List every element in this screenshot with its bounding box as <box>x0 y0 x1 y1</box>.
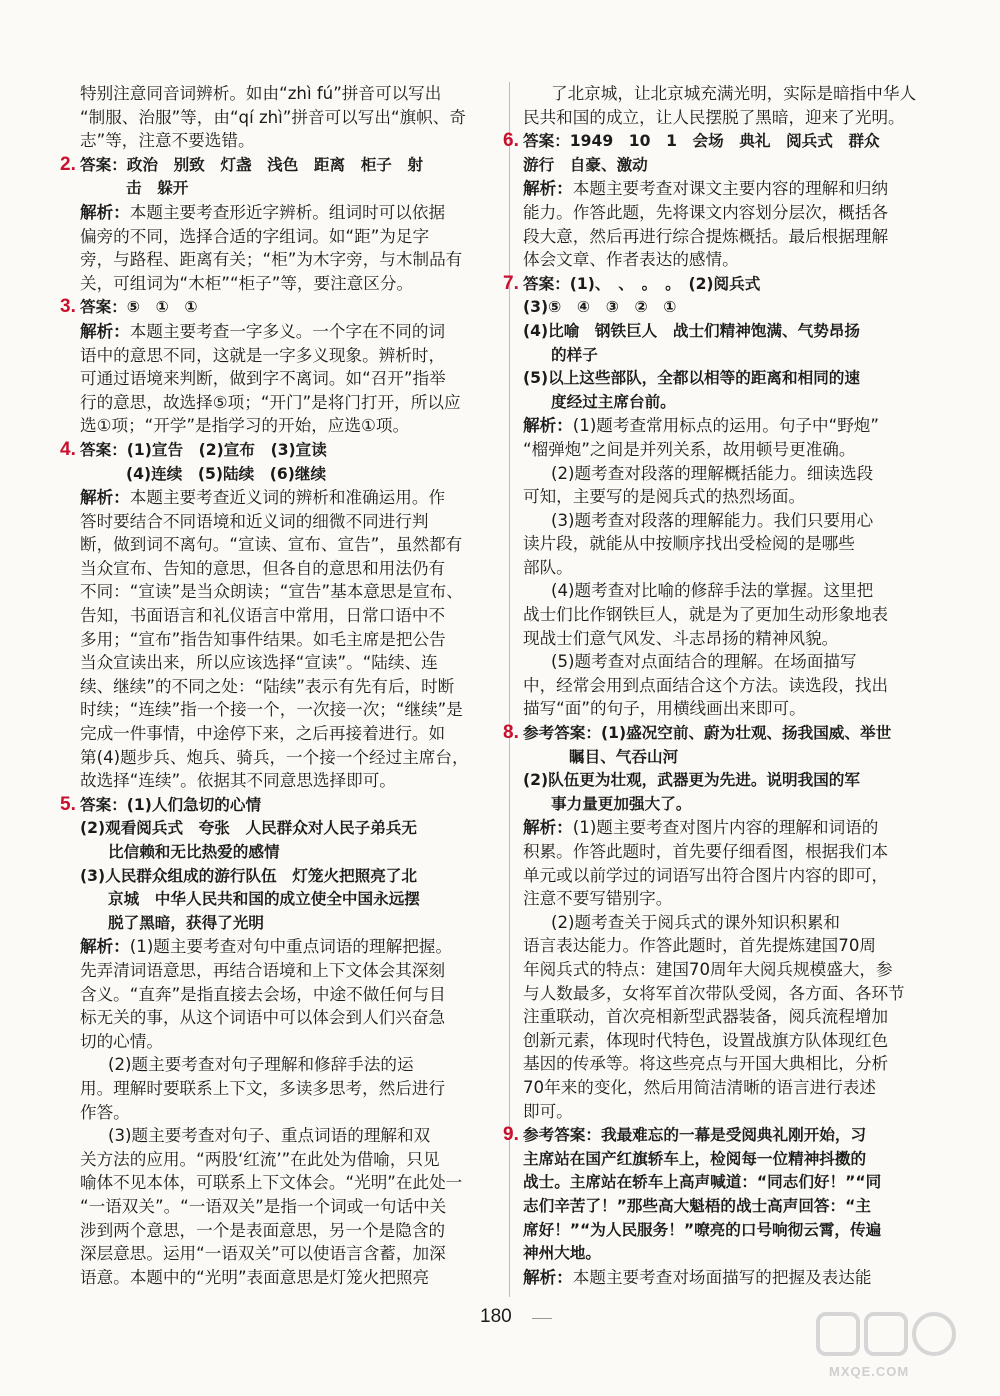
analysis-line: 旁，与路程、距离有关；“柜”为木字旁，与木制品有 <box>80 250 463 270</box>
analysis-line: 现战士们意气风发、斗志昂扬的精神风貌。 <box>523 628 839 648</box>
analysis-line: 可知，主要写的是阅兵式的热烈场面。 <box>523 487 806 507</box>
analysis-line: 解析：本题主要考查一字多义。一个字在不同的词 <box>80 321 446 341</box>
analysis-line: 喻体不见本体，可联系上下文体会。“光明”在此处一 <box>80 1173 463 1193</box>
label-tag: 解析： <box>80 488 130 508</box>
answer-line: 志们辛苦了！”那些高大魁梧的战士高声回答：“主 <box>523 1196 871 1215</box>
analysis-line: 解析：(1)题主要考查对句中重点词语的理解把握。 <box>80 937 452 957</box>
answer-line: 游行 自豪、激动 <box>523 155 648 174</box>
answer-line: 参考答案：我最难忘的一幕是受阅典礼刚开始，习 <box>523 1126 867 1145</box>
question-4 <box>60 438 496 793</box>
analysis-line: (3)题主要考查对句子、重点词语的理解和双 <box>108 1126 431 1146</box>
analysis-line: 战士们比作钢铁巨人，就是为了更加生动形象地表 <box>523 605 889 625</box>
analysis-line: 能力。作答此题，先将课文内容划分层次，概括各 <box>523 202 889 222</box>
analysis-line: 续、继续”的不同之处：“陆续”表示有先有后，时断 <box>80 676 455 696</box>
analysis-line: 关方法的应用。“两股‘红流’”在此处为借喻，只见 <box>80 1149 440 1169</box>
analysis-line: 解析：本题主要考查对课文主要内容的理解和归纳 <box>523 179 889 199</box>
question-number: 5. <box>60 793 76 815</box>
analysis-line: 单元或以前学过的词语写出符合图片内容的即可， <box>523 865 889 885</box>
answer-line: (2)队伍更为壮观，武器更为先进。说明我国的军 <box>523 771 860 790</box>
analysis-line: 语中的意思不同，这就是一字多义现象。辨析时， <box>80 345 446 365</box>
label-tag: 解析： <box>80 937 130 957</box>
analysis-line: 作答。 <box>80 1102 130 1122</box>
analysis-line: 答时要结合不同语境和近义词的细微不同进行判 <box>80 511 429 531</box>
analysis-line: 部队。 <box>523 557 573 577</box>
analysis-line: (3)题考查对段落的理解能力。我们只要用心 <box>551 510 874 530</box>
analysis-line: 解析：本题主要考查对场面描写的把握及表达能 <box>523 1267 872 1287</box>
analysis-line: “榴弹炮”之间是并列关系，故用顿号更准确。 <box>523 439 856 459</box>
analysis-line: 故选择“连续”。依据其不同意思选择即可。 <box>80 771 396 791</box>
answer-line: 京城 中华人民共和国的成立使全中国永远摆 <box>108 890 420 909</box>
analysis-line: (2)题考查对段落的理解概括能力。细读选段 <box>551 463 874 483</box>
answer-line: 答案：(1)人们急切的心情 <box>80 795 262 814</box>
label-tag: 解析： <box>523 416 573 436</box>
label-tag: 答案： <box>80 298 127 317</box>
analysis-line: 段大意，然后再进行综合提炼概括。最后根据理解 <box>523 226 889 246</box>
analysis-line: 切的心情。 <box>80 1031 163 1051</box>
question-number: 3. <box>60 296 76 318</box>
answer-line: 答案：(1)宣告 (2)宣布 (3)宣读 <box>80 440 327 459</box>
answer-line: (3)⑤ ④ ③ ② ① <box>523 298 677 317</box>
question-number: 8. <box>503 722 519 744</box>
analysis-line: 第(4)题步兵、炮兵、骑兵，一个接一个经过主席台， <box>80 747 469 767</box>
label-tag: 答案： <box>523 132 570 151</box>
question-2 <box>60 153 496 296</box>
answer-line: 参考答案：(1)盛况空前、蔚为壮观、扬我国威、举世 <box>523 724 892 743</box>
page-number-rule <box>532 1318 552 1319</box>
answer-line: 脱了黑暗，获得了光明 <box>108 913 264 932</box>
analysis-line: 可通过语境来判断，做到字不离词。如“召开”指举 <box>80 369 446 389</box>
analysis-line: 时续；“连续”指一个接一个，一次接一次；“继续”是 <box>80 700 463 720</box>
analysis-line: 多用；“宣布”指告知事件结果。如毛主席是把公告 <box>80 629 446 649</box>
label-tag: 答案： <box>523 274 570 293</box>
analysis-line: 不同：“宣读”是当众朗读；“宣告”基本意思是宣布、 <box>80 582 463 602</box>
answer-line: 答案：1949 10 1 会场 典礼 阅兵式 群众 <box>523 132 880 151</box>
label-tag: 答案： <box>80 795 127 814</box>
analysis-line: 偏旁的不同，选择合适的字组词。如“距”为足字 <box>80 226 430 246</box>
analysis-line: “一语双关”。“一语双关”是指一个词或一句话中关 <box>80 1196 447 1216</box>
question-3 <box>60 295 496 438</box>
answer-line: 主席站在国产红旗轿车上，检阅每一位精神抖擞的 <box>523 1149 867 1168</box>
watermark-text: MXQE.COM <box>829 1364 910 1379</box>
text-line: 了北京城，让北京城充满光明，实际是暗指中华人 <box>551 84 917 103</box>
answer-line: 比信赖和无比热爱的感情 <box>108 843 280 861</box>
question-number: 9. <box>503 1124 519 1146</box>
right-column <box>503 82 941 1289</box>
answer-line: 瞩目、气吞山河 <box>569 747 679 766</box>
column-divider <box>509 82 510 1297</box>
answer-line: (5)以上这些部队，全都以相等的距离和相同的速 <box>523 369 860 388</box>
analysis-line: 积累。作答此题时，首先要仔细看图，根据我们本 <box>523 842 889 861</box>
answer-line: (4)比喻 钢铁巨人 战士们精神饱满、气势昂扬 <box>523 321 860 340</box>
analysis-line: (2)题考查关于阅兵式的课外知识积累和 <box>551 912 841 932</box>
analysis-line: 创新元素，体现时代特色，设置战旗方队体现红色 <box>523 1030 889 1050</box>
analysis-line: 断，做到词不离句。“宣读、宣布、宣告”，虽然都有 <box>80 535 463 555</box>
text-line: 特别注意同音词辨析。如由“zhì fú”拼音可以写出 <box>80 84 442 103</box>
answer-line: 击 躲开 <box>126 179 189 198</box>
label-tag: 参考答案： <box>523 1126 601 1145</box>
analysis-line: 含义。“直奔”是指直接去会场，中途不做任何与目 <box>80 984 446 1004</box>
text-line: 志”等，注意不要选错。 <box>80 131 255 151</box>
analysis-line: 年阅兵式的特点：建国70周年大阅兵规模盛大，参 <box>523 959 893 979</box>
analysis-line: 体会文章、作者表达的感情。 <box>523 250 739 270</box>
analysis-line: 语言表达能力。作答此题时，首先提炼建国70周 <box>523 936 876 956</box>
analysis-line: 涉到两个意思，一个是表面意思，另一个是隐含的 <box>80 1220 446 1240</box>
analysis-line: 解析：(1)题考查常用标点的运用。句子中“野炮” <box>523 416 879 436</box>
question-number: 7. <box>503 272 519 294</box>
answer-line: 答案：政治 别致 灯盏 浅色 距离 柜子 射 <box>80 155 424 174</box>
analysis-line: 选①项；“开学”是指学习的开始，应选①项。 <box>80 416 410 436</box>
analysis-line: 描写“面”的句子，用横线画出来即可。 <box>523 699 806 719</box>
analysis-line: 与人数最多，女将军首次带队受阅，各方面、各环节 <box>523 983 905 1003</box>
label-tag: 解析： <box>80 202 130 222</box>
label-tag: 答案： <box>80 440 127 459</box>
analysis-line: 70年来的变化，然后用简洁清晰的语言进行表述 <box>523 1077 876 1097</box>
answer-line: 席好！”“为人民服务！”嘹亮的口号响彻云霄，传遍 <box>523 1220 882 1239</box>
answer-line: 事力量更加强大了。 <box>551 794 692 813</box>
label-tag: 参考答案： <box>523 724 601 743</box>
analysis-line: 告知，书面语言和礼仪语言中常用，日常口语中不 <box>80 606 446 626</box>
page-number: 180 <box>480 1306 512 1327</box>
analysis-line: 解析：本题主要考查近义词的辨析和准确运用。作 <box>80 488 446 508</box>
analysis-line: (5)题考查对点面结合的理解。在场面描写 <box>551 652 857 672</box>
answer-line: 度经过主席台前。 <box>551 392 676 411</box>
analysis-line: 完成一件事情，中途停下来，之后再接着进行。如 <box>80 724 446 744</box>
analysis-line: 标无关的事，从这个词语中可以体会到人们兴奋急 <box>80 1008 446 1028</box>
analysis-line: 注重联动，首次亮相新型武器装备，阅兵流程增加 <box>523 1007 889 1027</box>
text-line: “制服、治服”等，由“qí zhì”拼音可以写出“旗帜、奇 <box>80 107 466 127</box>
analysis-line: 当众宣布、告知的意思，但各自的意思和用法仍有 <box>80 558 446 578</box>
answer-line: 的样子 <box>551 345 598 364</box>
analysis-line: 语意。本题中的“光明”表面意思是灯笼火把照亮 <box>80 1267 430 1287</box>
question-9 <box>503 1123 941 1289</box>
analysis-line: 先弄清词语意思，再结合语境和上下文体会其深刻 <box>80 960 446 980</box>
label-tag: 解析： <box>523 179 573 199</box>
analysis-line: 用。理解时要联系上下文，多读多思考，然后进行 <box>80 1078 446 1098</box>
analysis-line: 解析：(1)题主要考查对图片内容的理解和词语的 <box>523 818 879 838</box>
analysis-line: (4)题考查对比喻的修辞手法的掌握。这里把 <box>551 581 874 601</box>
answer-line: (3)人民群众组成的游行队伍 灯笼火把照亮了北 <box>80 866 417 885</box>
label-tag: 答案： <box>80 155 127 174</box>
question-number: 6. <box>503 130 519 152</box>
answer-line: 答案：⑤ ① ① <box>80 298 198 317</box>
answer-line: 答案：(1)、 、 。 。 (2)阅兵式 <box>523 274 761 293</box>
answer-line: (2)观看阅兵式 夸张 人民群众对人民子弟兵无 <box>80 819 417 838</box>
analysis-line: 当众宣读出来，所以应该选择“宣读”。“陆续、连 <box>80 653 438 673</box>
question-number: 2. <box>60 153 76 175</box>
question-5 <box>60 793 496 1289</box>
analysis-line: 读片段，就能从中按顺序找出受检阅的是哪些 <box>523 534 855 554</box>
analysis-line: 解析：本题主要考查形近字辨析。组词时可以依据 <box>80 202 446 222</box>
text-line: 民共和国的成立，让人民摆脱了黑暗，迎来了光明。 <box>523 107 905 127</box>
analysis-line: 注意不要写错别字。 <box>523 889 673 909</box>
analysis-line: 即可。 <box>523 1101 573 1121</box>
question-number: 4. <box>60 438 76 460</box>
answer-line: (4)连续 (5)陆续 (6)继续 <box>126 464 327 483</box>
analysis-line: 关，可组词为“木柜”“柜子”等，要注意区分。 <box>80 273 414 293</box>
left-column <box>60 82 496 1289</box>
analysis-line: 行的意思，故选择⑤项；“开门”是将门打开，所以应 <box>80 392 461 412</box>
analysis-line: (2)题主要考查对句子理解和修辞手法的运 <box>108 1055 414 1075</box>
question-6 <box>503 129 941 272</box>
analysis-line: 深层意思。运用“一语双关”可以使语言含蓄，加深 <box>80 1244 446 1264</box>
label-tag: 解析： <box>523 1267 573 1287</box>
analysis-line: 基因的传承等。将这些亮点与开国大典相比，分析 <box>523 1054 889 1074</box>
label-tag: 解析： <box>80 321 130 341</box>
question-8 <box>503 721 941 1123</box>
question-7 <box>503 272 941 721</box>
label-tag: 解析： <box>523 818 573 838</box>
analysis-line: 中，经常会用到点面结合这个方法。读选段，找出 <box>523 675 889 695</box>
answer-line: 战士。主席站在轿车上高声喊道：“同志们好！”“同 <box>523 1173 882 1192</box>
answer-line: 神州大地。 <box>523 1244 601 1263</box>
